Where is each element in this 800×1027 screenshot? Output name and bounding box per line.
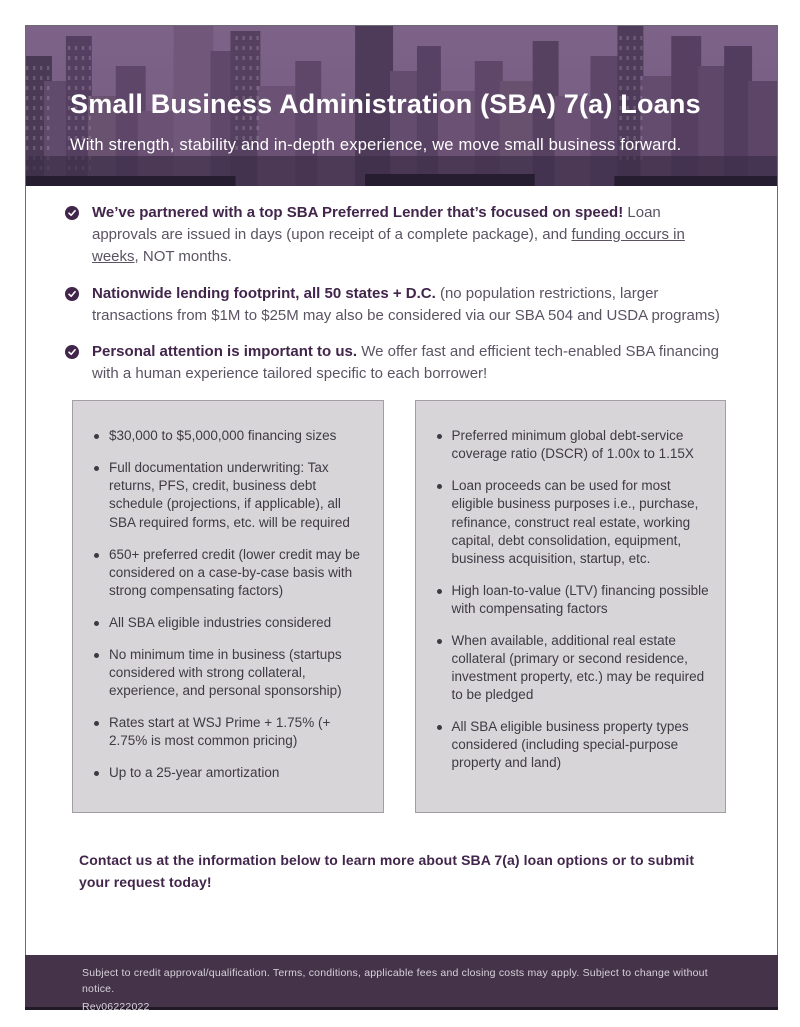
list-item: All SBA eligible business property types considered (including special-purpose property and land) bbox=[428, 718, 710, 772]
intro-bullet-text: Nationwide lending footprint, all 50 states + D.C. (no population restrictions, larger transactions from $1M to $25M may also be considered via our SBA 504 and USDA programs) bbox=[92, 284, 720, 324]
underlined-phrase: funding occurs in weeks bbox=[92, 225, 685, 265]
list-item: High loan-to-value (LTV) financing possible with compensating factors bbox=[428, 582, 710, 618]
intro-section bbox=[26, 186, 777, 385]
list-item: All SBA eligible industries considered bbox=[85, 614, 367, 632]
loan-terms-list bbox=[85, 427, 367, 782]
loan-features-box bbox=[415, 400, 727, 813]
intro-bullet-lead: We’ve partnered with a top SBA Preferred Lender that’s focused on speed! bbox=[92, 204, 624, 221]
detail-boxes-section bbox=[72, 400, 726, 813]
intro-bullet-lead: Personal attention is important to us. bbox=[92, 343, 358, 361]
intro-bullet bbox=[65, 202, 727, 268]
footer-bar bbox=[25, 955, 778, 1013]
flyer-page bbox=[25, 25, 778, 1013]
check-circle-icon bbox=[65, 287, 79, 301]
list-item: $30,000 to $5,000,000 financing sizes bbox=[85, 427, 367, 445]
list-item: Rates start at WSJ Prime + 1.75% (+ 2.75% is most common pricing) bbox=[85, 714, 367, 750]
list-item: Up to a 25-year amortization bbox=[85, 764, 367, 782]
intro-bullet bbox=[65, 283, 727, 327]
check-circle-icon bbox=[65, 345, 79, 359]
revision-number: Rev06222022 bbox=[82, 1000, 150, 1013]
hero-header bbox=[26, 26, 777, 186]
intro-bullet-text: We’ve partnered with a top SBA Preferred Lender that’s focused on speed! Loan approvals are issued in days (upon receipt of a complete package), and funding occurs in weeks, NOT months. bbox=[92, 204, 685, 265]
disclaimer-text: Subject to credit approval/qualification. Terms, conditions, applicable fees and closing costs may apply. Subject to change without notice. bbox=[82, 967, 708, 995]
intro-bullet-lead: Nationwide lending footprint, all 50 states + D.C. bbox=[92, 284, 436, 302]
contact-text: Contact us at the information below to learn more about SBA 7(a) loan options or to submit your request today! bbox=[79, 852, 695, 891]
loan-features-list bbox=[428, 427, 710, 772]
loan-terms-box bbox=[72, 400, 384, 813]
list-item: No minimum time in business (startups considered with strong collateral, experience, and personal sponsorship) bbox=[85, 646, 367, 700]
intro-bullet-text: Personal attention is important to us. We offer fast and efficient tech-enabled SBA financing with a human experience tailored specific to each borrower! bbox=[92, 343, 719, 383]
list-item: Loan proceeds can be used for most eligible business purposes i.e., purchase, refinance, construct real estate, working capital, debt consolidation, equipment, business acquisition, startup, etc. bbox=[428, 477, 710, 567]
list-item: Preferred minimum global debt-service coverage ratio (DSCR) of 1.00x to 1.15X bbox=[428, 427, 710, 463]
intro-bullet bbox=[65, 341, 727, 385]
list-item: Full documentation underwriting: Tax returns, PFS, credit, business debt schedule (projections, if applicable), all SBA required forms, etc. will be required bbox=[85, 459, 367, 531]
page-title: Small Business Administration (SBA) 7(a) Loans bbox=[70, 89, 701, 119]
check-circle-icon bbox=[65, 206, 79, 220]
list-item: When available, additional real estate collateral (primary or second residence, investment property, etc.) may be required to be pledged bbox=[428, 632, 710, 704]
list-item: 650+ preferred credit (lower credit may be considered on a case-by-case basis with strong compensating factors) bbox=[85, 546, 367, 600]
page-subtitle: With strength, stability and in-depth experience, we move small business forward. bbox=[70, 136, 682, 155]
